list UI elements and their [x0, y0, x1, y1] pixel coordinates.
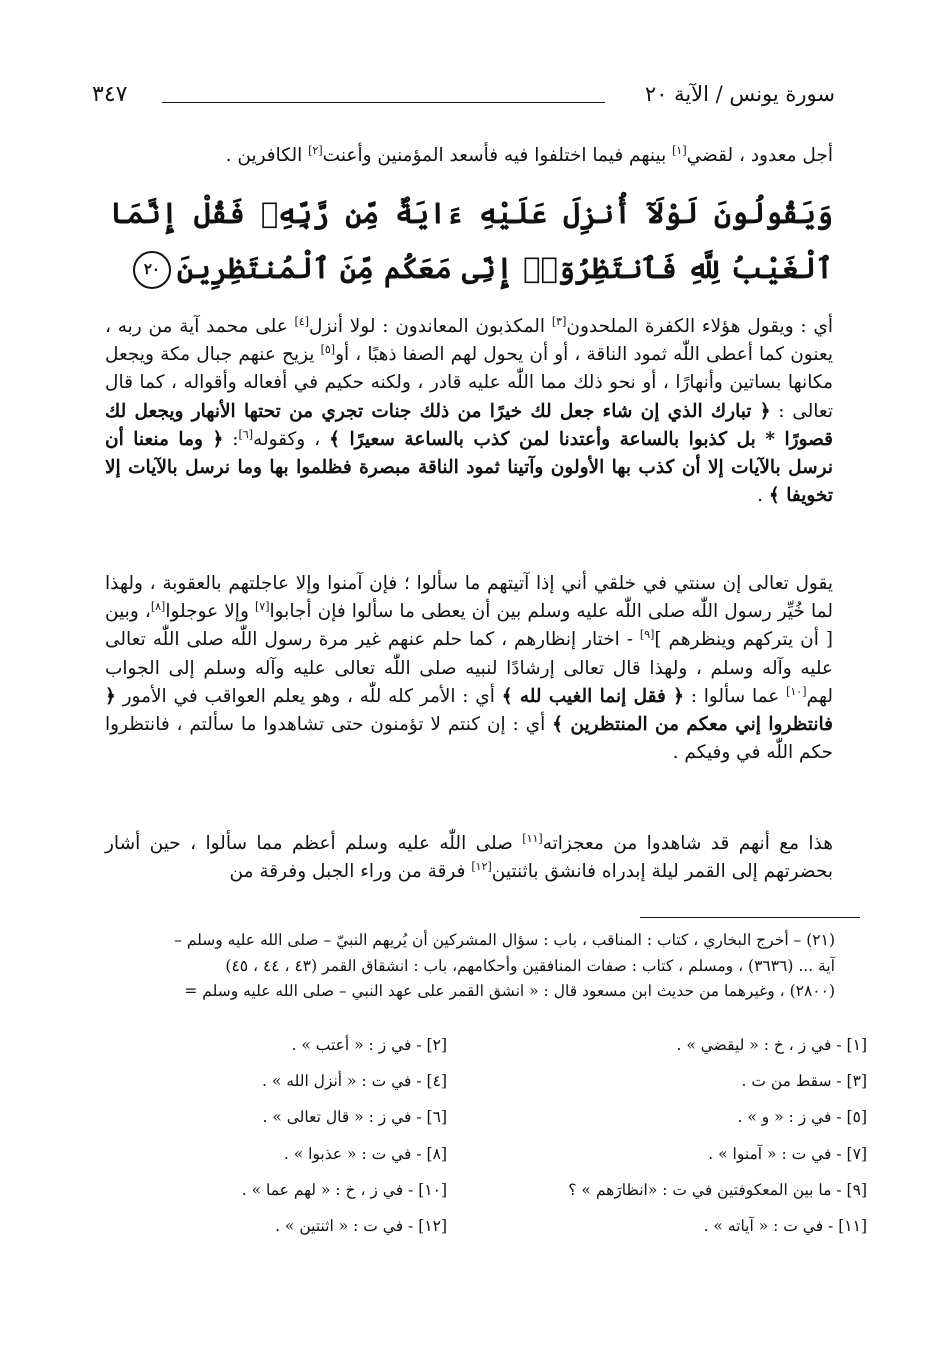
- ref-7: [٧]: [254, 600, 270, 614]
- variant-note: [١٢] - في ت : « اثنتين » .: [275, 1217, 447, 1235]
- ref-5: [٥]: [320, 343, 336, 357]
- variant-note: [٣] - سقط من ت .: [741, 1072, 867, 1090]
- page-number: ٣٤٧: [92, 82, 128, 107]
- variant-note: [٨] - في ت : « عذبوا » .: [283, 1145, 447, 1163]
- ref-11: [١١]: [522, 831, 543, 845]
- ref-1: [١]: [672, 143, 687, 157]
- ref-3: [٣]: [551, 314, 567, 328]
- variant-note: [٦] - في ز : « قال تعالى » .: [262, 1108, 447, 1126]
- hadith-footnote: [105, 928, 835, 1005]
- variant-note: [٥] - في ز : « و » .: [737, 1108, 867, 1126]
- footnote-line: آية ... (٣٦٣٦) ، ومسلم ، كتاب : صفات المنافقين وأحكامهم، باب : انشقاق القمر (٤٣ ، ٤٤ ، ٤٥): [225, 956, 835, 975]
- footnote-line: (٢١) – أخرج البخاري ، كتاب : المناقب ، باب : سؤال المشركين أن يُريهم النبيّ – صلى الله عليه وسلم –: [174, 931, 835, 949]
- ref-8: [٨]: [150, 600, 166, 614]
- ref-6: [٦]: [238, 427, 254, 441]
- surah-title: سورة يونس / الآية ٢٠: [644, 82, 835, 106]
- variant-note: [١٠] - في ز ، خ : « لهم عما » .: [241, 1181, 447, 1199]
- ref-4: [٤]: [294, 314, 310, 328]
- header-rule: [162, 102, 605, 103]
- ref-12: [١٢]: [471, 860, 492, 874]
- quran-quote: ﴿ فقل إنما الغيب لله ﴾: [501, 685, 684, 707]
- ref-10: [١٠]: [786, 684, 807, 698]
- variant-note: [٩] - ما بين المعكوفتين في ت : «انظارَهم » ؟: [568, 1181, 867, 1199]
- tafsir-paragraph-1: أي : ويقول هؤلاء الكفرة الملحدون[٣] المكذبون المعاندون : لولا أنزل[٤] على محمد آية من ربه ، يعنون كما أعطى اللّٰه ثمود الناقة ، أو أن يحول لهم الصفا ذهبًا ، أو[٥] يزيح عنهم جبال مكة ويجعل مكانها بساتين وأنهارًا ، أو نحو ذلك مما اللّٰه عليه قادر ، ولكنه حكيم في أفعاله وأقواله ، كما قال تعالى : ﴿ تبارك الذي إن شاء جعل لك خيرًا من ذلك جنات تجري من تحتها الأنهار ويجعل لك قصورًا * بل كذبوا بالساعة وأعتدنا لمن كذب بالساعة سعيرًا ﴾ ، وكقوله[٦]: ﴿ وما منعنا أن نرسل بالآيات إلا أن كذب بها الأولون وآتينا ثمود الناقة مبصرة فظلموا بها وما نرسل بالآيات إلا تخويفا ﴾ .: [105, 314, 833, 507]
- quran-verse: [110, 186, 833, 296]
- quran-quote: ﴿ وما منعنا أن نرسل بالآيات إلا أن كذب بها الأولون وآتينا ثمود الناقة مبصرة فظلموا بها وما نرسل بالآيات إلا تخويفا ﴾: [105, 428, 833, 507]
- variant-note: [١] - في ز ، خ : « ليقضي » .: [676, 1036, 867, 1054]
- tafsir-paragraph-3: هذا مع أنهم قد شاهدوا من معجزاته[١١] صلى اللّٰه عليه وسلم أعظم مما سألوا ، حين أشار بحضرتهم إلى القمر ليلة إبدراه فانشق باثنتين[١٢] فرقة من وراء الجبل وفرقة من: [105, 831, 833, 883]
- variant-note: [٧] - في ت : « آمنوا » .: [708, 1145, 867, 1163]
- quran-quote: ﴿ فانتظروا إني معكم من المنتظرين ﴾: [105, 685, 833, 736]
- variant-note: [٢] - في ز : « أعتب » .: [291, 1036, 447, 1054]
- variant-note: [٤] - في ت : « أنزل الله » .: [262, 1072, 447, 1090]
- intro-paragraph: أجل معدود ، لقضي[١] بينهم فيما اختلفوا فيه فأسعد المؤمنين وأعنت[٢] الكافرين .: [225, 143, 833, 166]
- tafsir-paragraph-2: يقول تعالى إن سنتي في خلقي أني إذا آتيتهم ما سألوا ؛ فإن آمنوا وإلا عاجلتهم بالعقوبة ، ولهذا لما خُيِّر رسول اللّٰه صلى اللّٰه عليه وسلم بين أن يعطى ما سألوا فإن أجابوا[٧] وإلا عوجلوا[٨]، وبين [ أن يتركهم وينظرهم ][٩] - اختار إنظارهم ، كما حلم عنهم غير مرة رسول اللّٰه صلى اللّٰه تعالى عليه وآله وسلم ، ولهذا قال تعالى إرشادًا لنبيه صلى اللّٰه تعالى عليه وآله وسلم إلى الجواب لهم[١٠] عما سألوا : ﴿ فقل إنما الغيب لله ﴾ أي : الأمر كله للّٰه ، وهو يعلم العواقب في الأمور ﴿ فانتظروا إني معكم من المنتظرين ﴾ أي : إن كنتم لا تؤمنون حتى تشاهدوا ما سألتم ، فانتظروا حكم اللّٰه في وفيكم .: [105, 573, 833, 764]
- verse-text: وَيَقُولُونَ لَوْلَآ أُنزِلَ عَلَيْهِ ءَايَةٌ مِّن رَّبِّهِۦ فَقُلْ إِنَّمَا ٱلْغَيْبُ لِلَّهِ فَٱنتَظِرُوٓا۟ إِنِّى مَعَكُم مِّنَ ٱلْمُنتَظِرِينَ: [110, 196, 833, 285]
- ref-2: [٢]: [308, 143, 323, 157]
- footnote-line: (٢٨٠٠) ، وغيرهما من حديث ابن مسعود قال : « انشق القمر على عهد النبي – صلى الله عليه وسلم =: [184, 982, 835, 1000]
- footnote-separator: [640, 917, 860, 918]
- verse-number-mark: ٢٠: [133, 251, 171, 289]
- variant-note: [١١] - في ت : « آياته » .: [703, 1217, 867, 1235]
- ref-9: [٩]: [639, 628, 655, 642]
- quran-quote: ﴿ تبارك الذي إن شاء جعل لك خيرًا من ذلك جنات تجري من تحتها الأنهار ويجعل لك قصورًا * بل كذبوا بالساعة وأعتدنا لمن كذب بالساعة سعيرًا ﴾: [105, 400, 833, 450]
- page-header: [92, 82, 835, 116]
